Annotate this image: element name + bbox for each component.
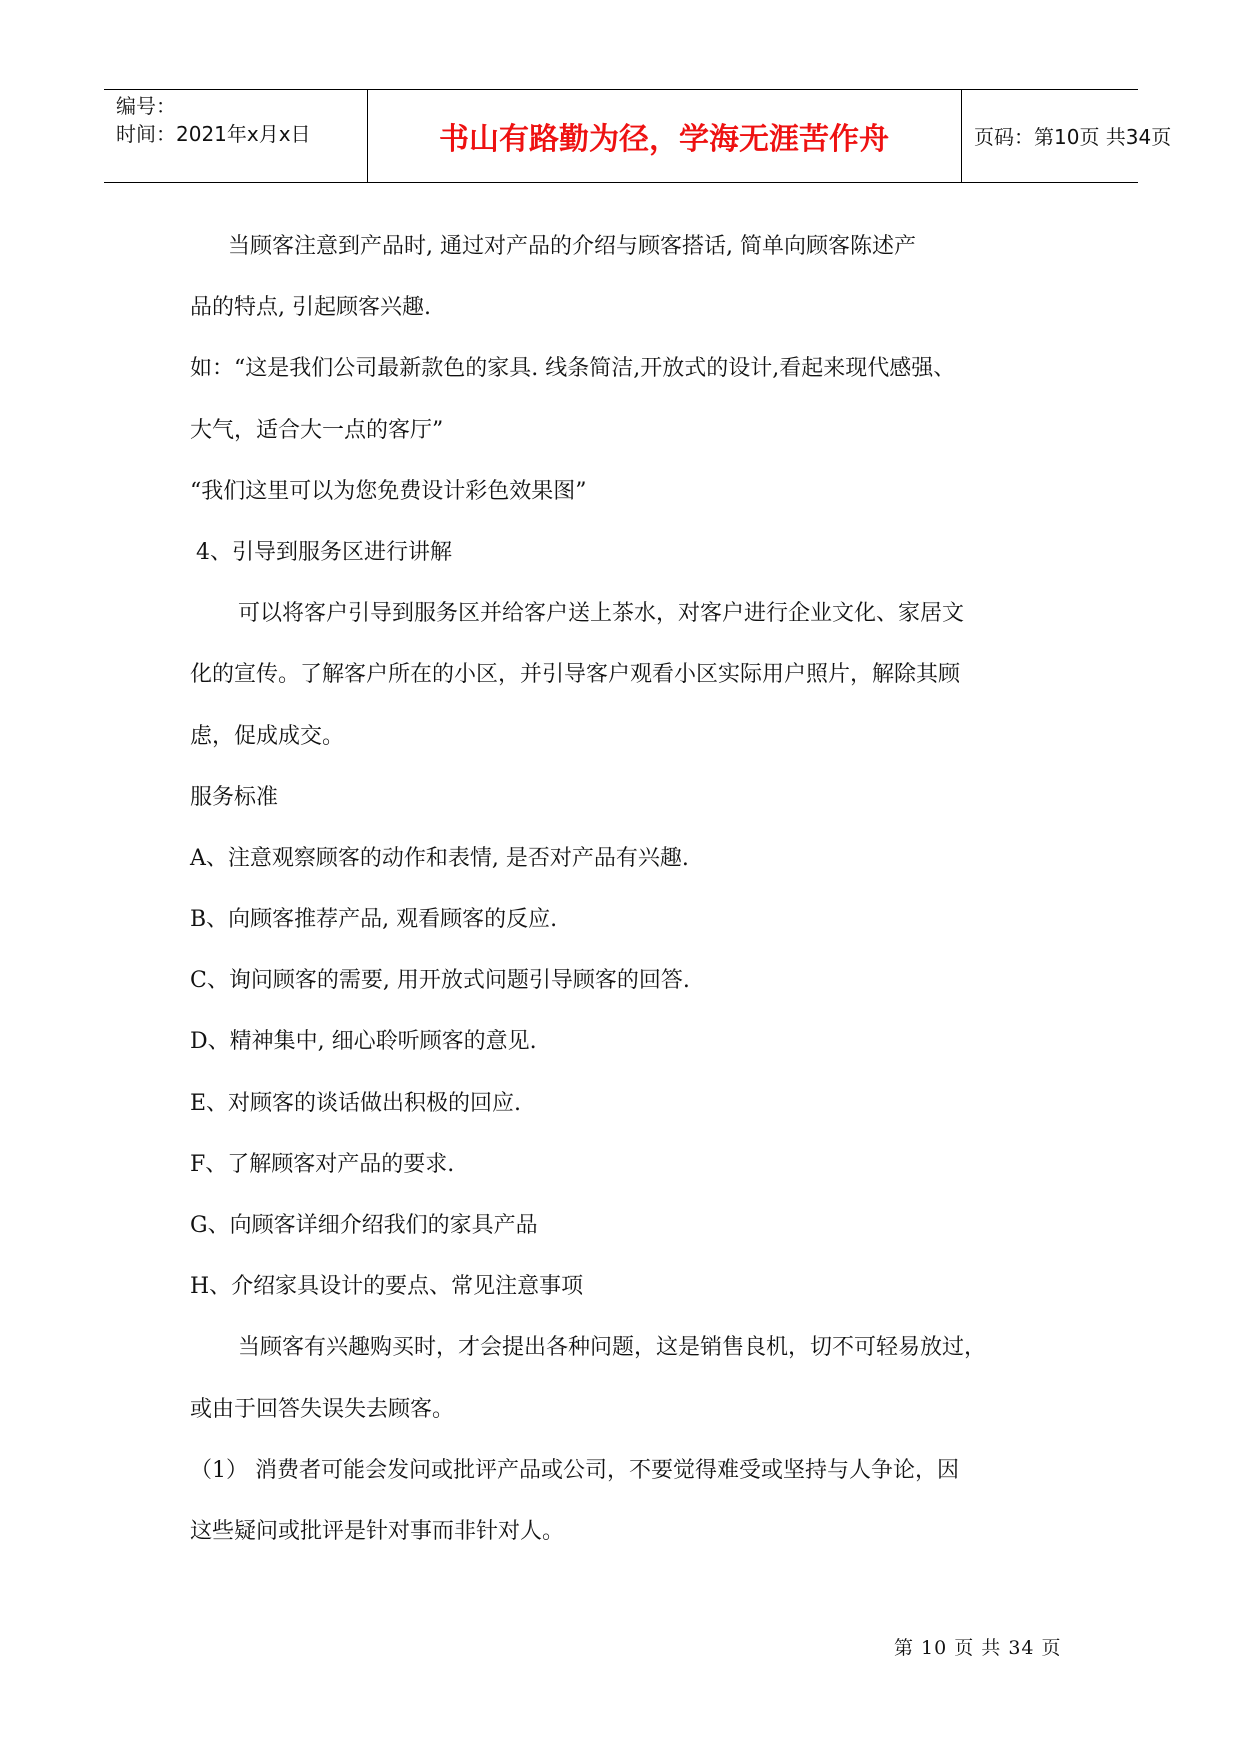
paragraph-line: 大气，适合大一点的客厅” — [190, 417, 444, 443]
list-item: C、询问顾客的需要, 用开放式问题引导顾客的回答. — [190, 968, 690, 994]
paragraph-line: “我们这里可以为您免费设计彩色效果图” — [190, 478, 587, 504]
list-item: B、向顾客推荐产品, 观看顾客的反应. — [190, 907, 558, 933]
paragraph-line: 虑，促成成交。 — [190, 723, 345, 749]
list-item: E、对顾客的谈话做出积极的回应. — [190, 1090, 522, 1116]
list-item: H、介绍家具设计的要点、常见注意事项 — [190, 1274, 584, 1300]
paragraph-line: 或由于回答失误失去顾客。 — [190, 1396, 455, 1422]
header-page-info: 页码：第10页 共34页 — [974, 125, 1172, 149]
paragraph-line: 品的特点, 引起顾客兴趣. — [190, 295, 431, 321]
list-item: F、了解顾客对产品的要求. — [190, 1151, 455, 1177]
header-motto: 书山有路勤为径，学海无涯苦作舟 — [439, 121, 889, 157]
paragraph-line: （1） 消费者可能会发问或批评产品或公司，不要觉得难受或坚持与人争论，因 — [190, 1457, 959, 1483]
list-item: A、注意观察顾客的动作和表情, 是否对产品有兴趣. — [190, 845, 689, 871]
document-time-label: 时间：2021年x月x日 — [116, 122, 311, 146]
page-header — [104, 89, 1172, 183]
paragraph-line: 化的宣传。了解客户所在的小区，并引导客户观看小区实际用户照片，解除其顾 — [190, 662, 961, 688]
document-body — [190, 232, 1080, 1578]
list-item: D、精神集中, 细心聆听顾客的意见. — [190, 1029, 537, 1055]
paragraph-line: 这些疑问或批评是针对事而非针对人。 — [190, 1518, 565, 1544]
header-divider-right — [961, 90, 962, 182]
section-heading: 4、引导到服务区进行讲解 — [196, 539, 452, 565]
page-footer: 第 10 页 共 34 页 — [894, 1637, 1062, 1659]
paragraph-line: 可以将客户引导到服务区并给客户送上茶水，对客户进行企业文化、家居文 — [238, 601, 965, 627]
section-heading: 服务标准 — [190, 784, 279, 810]
document-number-label: 编号： — [116, 94, 176, 118]
paragraph-line: 如：“这是我们公司最新款色的家具. 线条简洁,开放式的设计,看起来现代感强、 — [190, 356, 956, 382]
paragraph-line: 当顾客注意到产品时, 通过对产品的介绍与顾客搭话, 简单向顾客陈述产 — [228, 234, 916, 259]
paragraph-line: 当顾客有兴趣购买时，才会提出各种问题，这是销售良机，切不可轻易放过， — [238, 1335, 987, 1361]
list-item: G、向顾客详细介绍我们的家具产品 — [190, 1213, 538, 1238]
header-meta — [116, 92, 311, 148]
